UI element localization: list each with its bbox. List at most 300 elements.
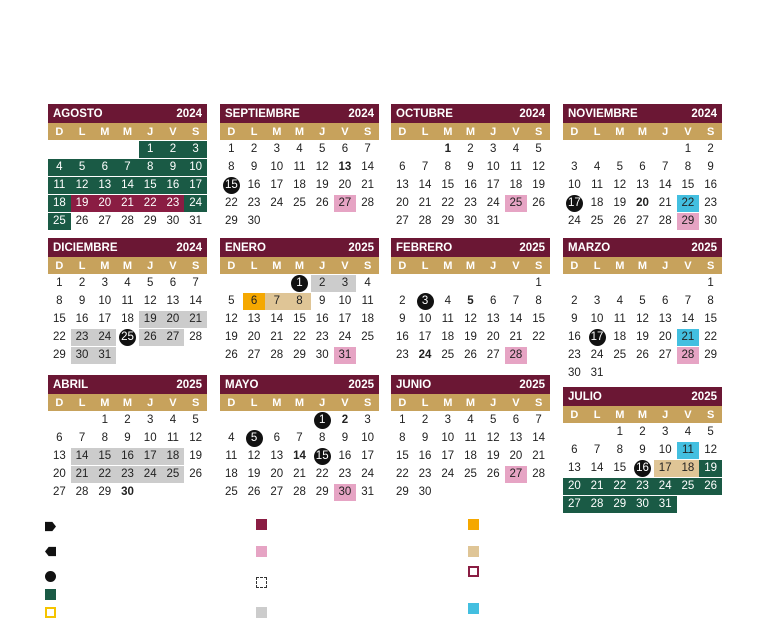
day-cell: 10 — [270, 161, 284, 173]
day-cell: 23 — [418, 468, 432, 480]
day-cell: 1 — [444, 143, 451, 155]
day-cell: 5 — [535, 143, 542, 155]
day-cell — [459, 484, 482, 501]
day-cell: 24 — [338, 331, 352, 343]
arrow-right-icon — [45, 521, 56, 532]
day-cell: 19 — [636, 331, 649, 343]
day-cell: 6 — [243, 293, 266, 310]
day-cell — [71, 412, 94, 429]
day-cell: 29 — [441, 215, 455, 227]
day-cell: 5 — [243, 430, 266, 447]
day-cell: 27 — [52, 486, 66, 498]
day-cell: 21 — [677, 329, 700, 346]
day-cell: 18 — [293, 179, 306, 191]
day-cell: 21 — [586, 478, 609, 495]
day-cell: 22 — [608, 478, 631, 495]
day-cell: 26 — [486, 468, 500, 480]
month-enero — [220, 238, 379, 364]
day-cell: 22 — [532, 331, 546, 343]
day-cell: 2 — [639, 426, 646, 438]
day-cell: 24 — [270, 197, 284, 209]
day-cell: 8 — [707, 295, 714, 307]
weekday-label: L — [593, 408, 601, 421]
weekday-label: S — [706, 259, 715, 272]
day-cell: 20 — [338, 179, 352, 191]
weekday-label: J — [490, 396, 497, 409]
day-cell: 5 — [639, 295, 646, 307]
day-cell: 16 — [567, 331, 581, 343]
day-cell: 16 — [162, 177, 185, 194]
day-cell: 15 — [704, 313, 718, 325]
weekday-label: L — [593, 125, 601, 138]
dashed-box-swatch — [256, 577, 267, 588]
day-cell: 19 — [315, 179, 329, 191]
month-header — [48, 375, 207, 394]
day-cell — [563, 424, 586, 441]
day-cell: 8 — [56, 295, 63, 307]
day-cell: 26 — [315, 197, 329, 209]
day-cell: 16 — [395, 331, 409, 343]
month-header — [563, 238, 722, 257]
weekday-label: V — [512, 396, 520, 409]
day-cell: 5 — [228, 295, 235, 307]
month-year: 2025 — [348, 378, 374, 391]
day-cell: 11 — [121, 295, 134, 307]
day-cell: 17 — [139, 448, 162, 465]
day-cell: 3 — [273, 143, 280, 155]
weekday-label: M — [122, 396, 133, 409]
day-cell — [586, 275, 609, 292]
month-agosto — [48, 104, 207, 230]
day-cell: 14 — [71, 448, 94, 465]
day-cell: 6 — [662, 295, 669, 307]
month-marzo — [563, 238, 722, 382]
day-cell: 1 — [288, 275, 311, 292]
day-cell: 13 — [395, 179, 409, 191]
day-cell: 1 — [101, 414, 108, 426]
day-cell: 28 — [418, 215, 432, 227]
day-cell: 11 — [613, 313, 626, 325]
weekday-label: J — [147, 259, 154, 272]
month-mayo — [220, 375, 379, 501]
day-cell: 18 — [48, 195, 71, 212]
day-cell: 14 — [116, 177, 139, 194]
day-cell — [505, 275, 528, 292]
day-cell — [48, 412, 71, 429]
weekday-label: D — [227, 396, 236, 409]
day-cell: 20 — [563, 478, 586, 495]
day-cell: 23 — [315, 331, 329, 343]
weekday-label: L — [250, 259, 258, 272]
day-cell: 8 — [228, 161, 235, 173]
day-cell: 14 — [681, 313, 695, 325]
day-cell: 28 — [270, 349, 284, 361]
month-year: 2025 — [691, 241, 717, 254]
day-cell: 11 — [166, 432, 179, 444]
day-cell: 24 — [567, 215, 581, 227]
day-grid — [220, 411, 379, 501]
day-cell: 10 — [590, 313, 604, 325]
day-grid — [563, 274, 722, 382]
day-cell: 22 — [677, 195, 700, 212]
day-cell: 2 — [311, 275, 334, 292]
month-header — [48, 104, 207, 123]
day-grid — [391, 411, 550, 501]
day-cell: 25 — [441, 349, 455, 361]
day-cell: 27 — [247, 349, 261, 361]
weekday-label: V — [341, 396, 349, 409]
day-cell: 8 — [139, 159, 162, 176]
day-cell: 6 — [490, 295, 497, 307]
beige-swatch — [468, 546, 479, 557]
weekday-label: M — [294, 396, 305, 409]
day-cell: 30 — [315, 349, 329, 361]
day-cell: 22 — [395, 468, 409, 480]
day-cell: 23 — [162, 195, 185, 212]
weekday-label: S — [706, 408, 715, 421]
day-cell: 2 — [421, 414, 429, 426]
month-header — [391, 375, 550, 394]
day-cell: 7 — [192, 277, 199, 289]
weekday-label: S — [706, 125, 715, 138]
day-cell: 31 — [486, 215, 500, 227]
weekday-label: M — [615, 125, 625, 138]
day-cell: 21 — [71, 466, 94, 483]
day-cell: 8 — [535, 295, 542, 307]
weekday-label: J — [147, 396, 154, 409]
day-cell: 18 — [677, 460, 700, 477]
day-cell: 1 — [139, 141, 162, 158]
day-cell: 25 — [590, 215, 604, 227]
day-cell: 28 — [505, 347, 528, 364]
month-name: ABRIL — [53, 378, 89, 391]
month-octubre — [391, 104, 550, 230]
day-cell: 7 — [364, 143, 371, 155]
day-cell: 25 — [224, 486, 238, 498]
day-cell: 14 — [509, 313, 523, 325]
day-cell: 7 — [78, 432, 86, 444]
day-cell: 13 — [567, 462, 581, 474]
day-cell: 30 — [418, 486, 432, 498]
day-cell — [654, 365, 677, 382]
month-year: 2024 — [176, 241, 202, 254]
day-cell: 17 — [654, 460, 677, 477]
day-cell: 25 — [464, 468, 477, 480]
day-cell: 18 — [464, 450, 477, 462]
day-cell — [48, 141, 71, 158]
weekday-label: D — [570, 259, 579, 272]
day-cell: 27 — [270, 486, 284, 498]
day-cell: 30 — [247, 215, 261, 227]
day-cell: 17 — [338, 313, 352, 325]
legend-vacaciones — [256, 607, 426, 618]
weekday-label: D — [398, 259, 407, 272]
day-cell — [677, 275, 700, 292]
day-cell: 8 — [101, 432, 108, 444]
day-cell: 5 — [616, 161, 623, 173]
day-cell: 18 — [121, 313, 134, 325]
day-cell — [699, 365, 722, 382]
day-cell: 20 — [509, 450, 523, 462]
day-cell: 23 — [71, 329, 94, 346]
day-cell: 1 — [311, 412, 334, 429]
day-cell: 10 — [567, 179, 581, 191]
day-cell — [563, 141, 586, 158]
day-cell: 27 — [563, 496, 586, 513]
day-cell: 7 — [662, 161, 669, 173]
day-cell: 5 — [490, 414, 497, 426]
month-name: JUNIO — [396, 378, 432, 391]
day-grid — [220, 140, 379, 230]
day-cell: 9 — [124, 432, 131, 444]
weekday-label: J — [319, 259, 326, 272]
day-cell: 22 — [441, 197, 455, 209]
weekday-label: M — [443, 259, 453, 272]
day-cell: 20 — [395, 197, 409, 209]
month-header — [563, 104, 722, 123]
day-cell: 9 — [571, 313, 578, 325]
day-cell: 26 — [75, 215, 89, 227]
month-year: 2025 — [519, 241, 545, 254]
weekday-label: J — [490, 125, 497, 138]
day-cell: 12 — [224, 313, 238, 325]
day-cell: 26 — [189, 468, 203, 480]
month-header — [391, 238, 550, 257]
month-name: FEBRERO — [396, 241, 453, 254]
weekday-label: S — [534, 396, 543, 409]
day-cell: 12 — [315, 161, 329, 173]
day-cell: 31 — [654, 496, 677, 513]
day-cell: 10 — [486, 161, 500, 173]
day-cell: 24 — [361, 468, 375, 480]
day-cell: 16 — [418, 450, 432, 462]
month-julio — [563, 387, 722, 513]
weekday-label: D — [55, 125, 64, 138]
weekday-label: M — [465, 125, 476, 138]
day-cell — [505, 484, 528, 501]
day-cell — [654, 141, 677, 158]
weekday-label: L — [593, 259, 601, 272]
day-cell: 20 — [247, 331, 261, 343]
pink-swatch — [256, 546, 267, 557]
day-cell: 18 — [162, 448, 185, 465]
day-cell — [220, 275, 243, 292]
day-cell: 14 — [270, 313, 284, 325]
day-cell: 31 — [93, 347, 116, 364]
day-grid — [220, 274, 379, 364]
day-cell: 29 — [52, 349, 66, 361]
weekday-label: M — [272, 396, 282, 409]
day-cell: 5 — [319, 143, 326, 155]
day-cell: 22 — [704, 331, 718, 343]
weekday-label: M — [637, 259, 648, 272]
day-cell: 17 — [586, 329, 609, 346]
day-cell: 15 — [139, 177, 162, 194]
day-cell: 9 — [162, 159, 185, 176]
day-cell: 11 — [293, 161, 306, 173]
day-cell: 21 — [361, 179, 375, 191]
day-cell: 29 — [315, 486, 329, 498]
day-cell: 22 — [52, 331, 66, 343]
weekday-label: V — [169, 396, 177, 409]
day-cell: 3 — [662, 426, 669, 438]
day-cell: 2 — [341, 414, 349, 426]
day-cell: 6 — [399, 161, 406, 173]
weekday-label: J — [319, 125, 326, 138]
day-cell: 28 — [361, 197, 375, 209]
weekday-label: L — [250, 396, 258, 409]
day-cell — [391, 275, 414, 292]
day-cell: 12 — [71, 177, 94, 194]
month-name: SEPTIEMBRE — [225, 107, 300, 120]
weekday-label: D — [55, 396, 64, 409]
day-cell — [391, 141, 414, 158]
day-cell: 5 — [192, 414, 199, 426]
weekday-header — [220, 394, 379, 411]
month-header — [48, 238, 207, 257]
weekday-header — [391, 123, 550, 140]
day-cell: 24 — [139, 466, 162, 483]
weekday-label: M — [443, 396, 453, 409]
day-cell: 11 — [464, 432, 477, 444]
month-noviembre — [563, 104, 722, 230]
day-cell — [243, 275, 266, 292]
day-cell: 26 — [464, 349, 477, 361]
day-grid — [48, 274, 207, 364]
day-cell — [288, 412, 311, 429]
green-swatch — [45, 589, 56, 600]
day-cell: 8 — [684, 161, 692, 173]
legend-inicio — [45, 521, 220, 532]
day-cell: 12 — [636, 313, 649, 325]
day-cell: 29 — [143, 215, 157, 227]
day-cell: 21 — [532, 450, 546, 462]
day-cell: 16 — [116, 448, 139, 465]
day-cell: 12 — [143, 295, 157, 307]
day-cell: 25 — [162, 466, 185, 483]
day-cell: 29 — [224, 215, 238, 227]
day-cell — [414, 275, 437, 292]
day-cell: 8 — [444, 161, 451, 173]
day-cell: 10 — [441, 432, 455, 444]
day-cell: 30 — [704, 215, 718, 227]
weekday-header — [563, 257, 722, 274]
day-cell: 28 — [532, 468, 546, 480]
day-cell: 17 — [441, 450, 455, 462]
day-cell: 6 — [571, 444, 578, 456]
day-cell: 1 — [535, 277, 542, 289]
day-cell: 7 — [116, 159, 139, 176]
day-cell: 12 — [704, 444, 718, 456]
day-cell: 19 — [224, 331, 238, 343]
month-header — [391, 104, 550, 123]
day-cell: 6 — [639, 161, 646, 173]
day-cell: 10 — [184, 159, 207, 176]
day-cell: 18 — [509, 179, 523, 191]
weekday-label: L — [78, 396, 86, 409]
yellow-box-swatch — [45, 607, 56, 618]
weekday-label: L — [250, 125, 258, 138]
day-cell: 30 — [464, 215, 477, 227]
day-cell: 16 — [704, 179, 718, 191]
day-cell — [93, 141, 116, 158]
day-cell: 17 — [563, 195, 586, 212]
month-header — [220, 104, 379, 123]
day-cell: 4 — [616, 295, 623, 307]
day-cell: 4 — [124, 277, 131, 289]
day-cell — [527, 213, 550, 230]
day-cell: 15 — [52, 313, 66, 325]
day-cell: 28 — [75, 486, 89, 498]
day-cell: 27 — [395, 215, 409, 227]
orange-swatch — [468, 519, 479, 530]
day-cell — [265, 275, 288, 292]
month-name: MAYO — [225, 378, 259, 391]
day-cell: 22 — [315, 468, 329, 480]
day-cell: 1 — [616, 426, 623, 438]
day-cell: 1 — [399, 414, 406, 426]
day-cell: 14 — [532, 432, 546, 444]
day-cell: 28 — [293, 486, 306, 498]
legend-suspension — [45, 571, 230, 582]
day-cell: 16 — [631, 460, 654, 477]
day-cell: 12 — [189, 432, 203, 444]
weekday-label: J — [147, 125, 154, 138]
day-cell: 27 — [98, 215, 112, 227]
day-cell — [586, 424, 609, 441]
day-cell: 29 — [98, 486, 112, 498]
day-cell: 19 — [189, 450, 203, 462]
weekday-label: M — [294, 259, 305, 272]
day-cell: 6 — [169, 277, 177, 289]
day-cell: 6 — [56, 432, 63, 444]
day-cell: 26 — [699, 478, 722, 495]
month-year: 2024 — [691, 107, 717, 120]
weekday-label: J — [662, 125, 669, 138]
day-grid — [391, 140, 550, 230]
day-cell — [608, 141, 631, 158]
day-cell: 3 — [101, 277, 108, 289]
weekday-label: M — [100, 396, 110, 409]
day-cell — [71, 141, 94, 158]
day-cell: 11 — [441, 313, 454, 325]
weekday-label: L — [78, 125, 86, 138]
weekday-label: M — [465, 259, 476, 272]
day-cell: 9 — [639, 444, 646, 456]
black-dot-icon — [45, 571, 56, 582]
day-cell: 23 — [464, 197, 477, 209]
day-cell: 5 — [71, 159, 94, 176]
day-cell: 30 — [334, 484, 357, 501]
day-cell: 19 — [699, 460, 722, 477]
day-cell: 7 — [421, 161, 429, 173]
day-cell: 12 — [613, 179, 627, 191]
day-cell: 8 — [319, 432, 326, 444]
day-cell — [139, 484, 162, 501]
day-cell: 5 — [467, 295, 474, 307]
day-cell: 29 — [677, 213, 700, 230]
day-cell: 20 — [52, 468, 66, 480]
day-cell: 25 — [293, 197, 306, 209]
weekday-label: V — [684, 408, 692, 421]
day-cell: 18 — [613, 331, 627, 343]
day-cell: 27 — [162, 329, 185, 346]
day-cell: 17 — [270, 179, 284, 191]
day-cell: 9 — [78, 295, 86, 307]
day-cell: 10 — [338, 295, 352, 307]
day-cell: 25 — [361, 331, 375, 343]
maroon-box-swatch — [468, 566, 479, 577]
